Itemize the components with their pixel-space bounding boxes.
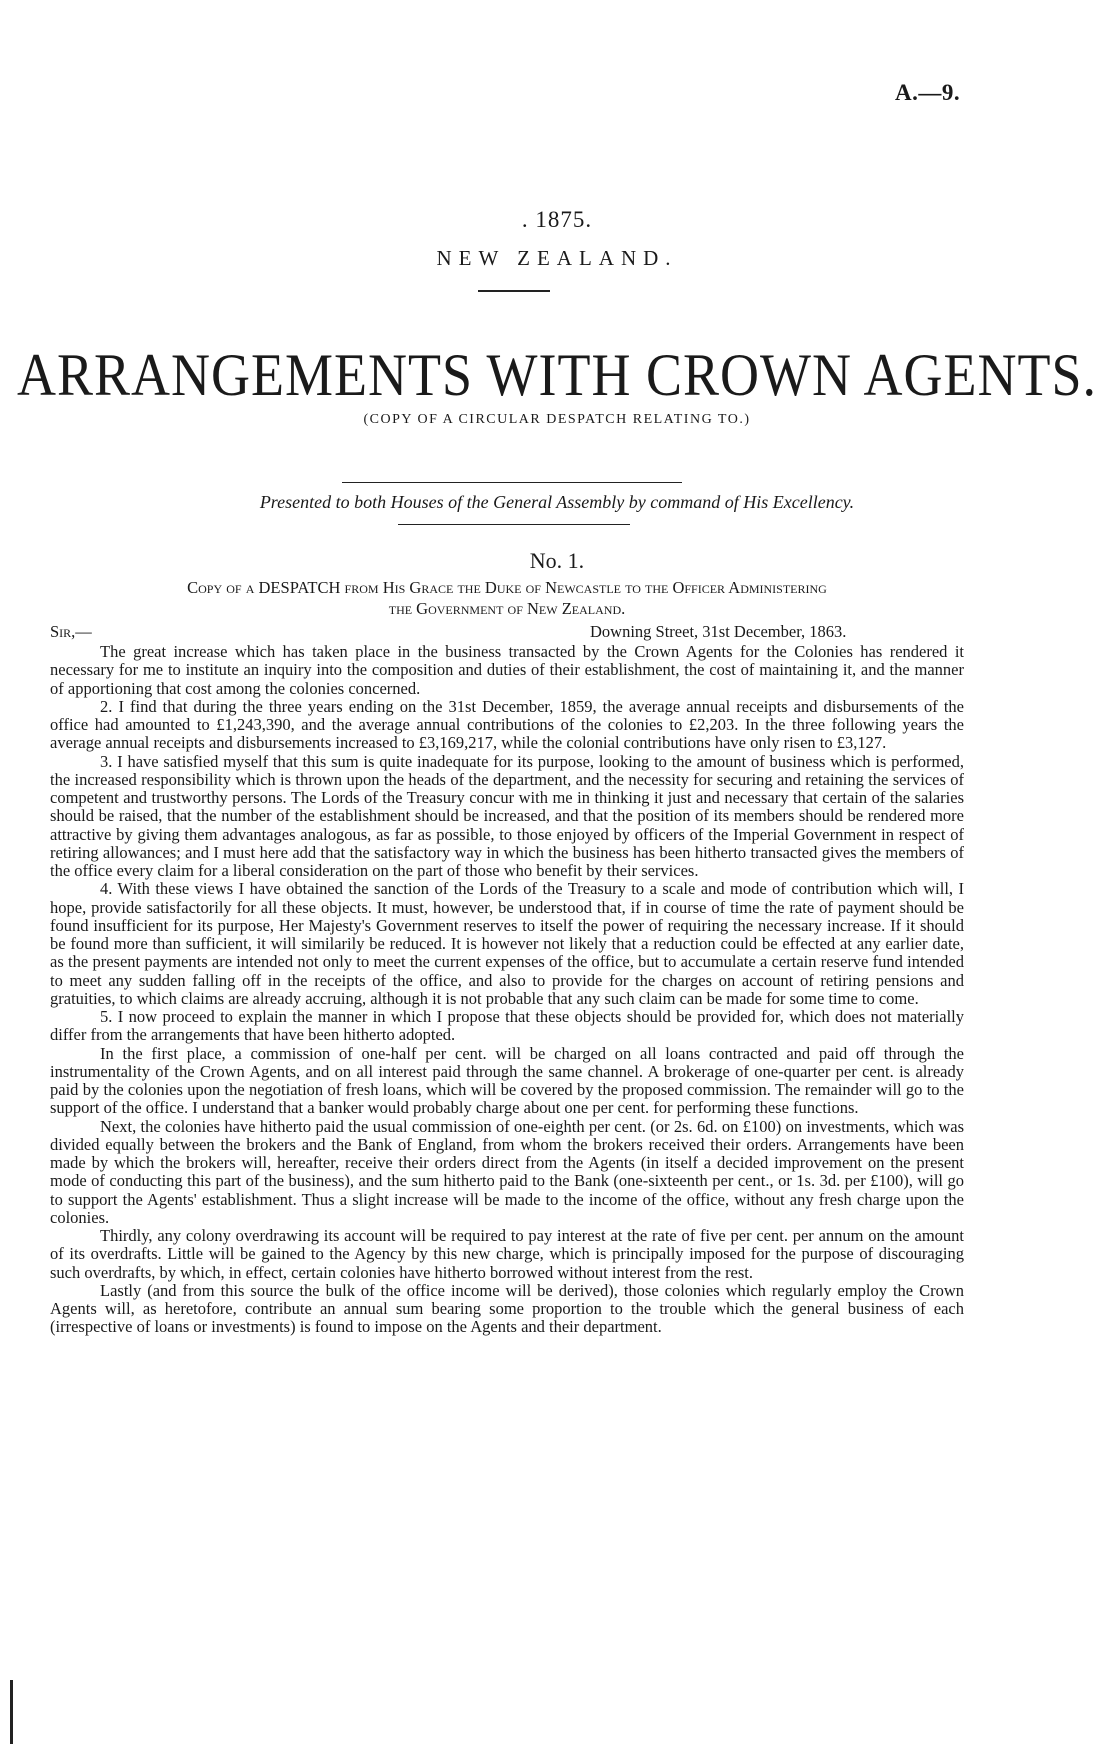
despatch-heading-line-1: Copy of a DESPATCH from His Grace the Duke of Newcastle to the Officer Administering — [187, 578, 827, 597]
presented-line: Presented to both Houses of the General Assembly by command of His Excellency. — [259, 492, 855, 512]
divider — [398, 524, 630, 525]
year: . 1875. — [521, 207, 593, 232]
paragraph: 3. I have satisfied myself that this sum is quite inadequate for its purpose, looking to the amount of business which is performed, the increased responsibility which is thrown upon the heads of the department, and the necessity for securing and retaining the services of competent and trustworthy persons. The Lords of the Treasury concur with me in thinking it just and necessary that certain of the salaries should be raised, that the number of the establishment should be increased, and that the position of its members should be rendered more attractive by giving them advantages analogous, as far as possible, to those enjoyed by officers of the Imperial Government in respect of retiring allowances; and I must here add that the satisfactory way in which the business has been hitherto transacted gives the members of the office every claim for a liberal consideration on the part of those who benefit by their services. — [50, 751, 964, 880]
scan-edge-mark — [10, 1680, 13, 1744]
paragraph: 4. With these views I have obtained the sanction of the Lords of the Treasury to a scale and mode of contribution which will, I hope, provide satisfactorily for all these objects. It must, however, be understood that, if in course of time the rate of payment should be found insufficient for its purpose, Her Majesty's Government reserves to itself the power of requiring the necessary increase. If it should be found more than sufficient, it will similarily be reduced. It is however not likely that a reduction could be effected at any earlier date, as the present payments are intended not only to meet the current expenses of the office, but to accumulate a certain reserve fund intended to meet any sudden falling off in the receipts of the office, and also to provide for the charges on account of retiring pensions and gratuities, to which claims are already accruing, although it is not probable that any such claim can be made for some time to come. — [50, 879, 964, 1008]
paragraph: 5. I now proceed to explain the manner in which I propose that these objects should be provided for, which does not materially differ from the arrangements that have been hitherto adopted. — [50, 1007, 964, 1045]
document-subtitle: (COPY OF A CIRCULAR DESPATCH RELATING TO.) — [363, 412, 751, 427]
divider — [478, 290, 550, 292]
paragraph: 2. I find that during the three years ending on the 31st December, 1859, the average annual receipts and disbursements of the office had amounted to £1,243,390, and the average annual contributions of the colonies to £2,203. In the three following years the average annual receipts and disbursements increased to £3,169,217, while the colonial contributions have only risen to £3,127. — [50, 696, 964, 753]
salutation: Sir,— — [50, 622, 92, 641]
paragraph: Next, the colonies have hitherto paid the usual commission of one-eighth per cent. (or 2s. 6d. on £100) on investments, which was divided equally between the brokers and the Bank of England, from whom the brokers received their orders. Arrangements have been made by which the brokers will, hereafter, receive their orders direct from the Agents (in itself a decided improvement on the present mode of conducting this part of the business), and the sum hitherto paid to the Bank (one-sixteenth per cent., or 1s. 3d. per £100), will go to support the Agents' establishment. Thus a slight increase will be made to the income of the office, without any fresh charge upon the colonies. — [50, 1116, 964, 1227]
place-date: Downing Street, 31st December, 1863. — [590, 622, 847, 641]
paragraph: The great increase which has taken place in the business transacted by the Crown Agents for the Colonies has rendered it necessary for me to institute an inquiry into the composition and duties of their establishment, the cost of maintaining it, and the manner of apportioning that cost among the colonies concerned. — [50, 642, 964, 698]
paragraph: Lastly (and from this source the bulk of the office income will be derived), those colonies which regularly employ the Crown Agents will, as heretofore, contribute an annual sum bearing some proportion to the trouble which the general business of each (irrespective of loans or investments) is found to impose on the Agents and their department. — [50, 1280, 964, 1337]
divider — [342, 482, 682, 483]
country: NEW ZEALAND. — [436, 246, 678, 270]
paragraph: Thirdly, any colony overdrawing its account will be required to pay interest at the rate of five per cent. per annum on the amount of its overdrafts. Little will be gained to the Agency by this new charge, which is principally imposed for the purpose of discouraging such overdrafts, by which, in effect, certain colonies have hitherto borrowed without interest from the rest. — [50, 1226, 964, 1282]
paragraph: In the first place, a commission of one-half per cent. will be charged on all loans contracted and paid off through the instrumentality of the Crown Agents, and on all interest paid through the same channel. A brokerage of one-quarter per cent. is already paid by the colonies upon the negotiation of fresh loans, which will be covered by the proposed commission. The remainder will go to the support of the office. I understand that a banker would probably charge about one per cent. for performing these functions. — [50, 1043, 964, 1118]
despatch-body — [50, 643, 964, 1337]
despatch-heading-line-2: the Government of New Zealand. — [388, 599, 626, 618]
despatch-number: No. 1. — [529, 548, 585, 573]
document-title: ARRANGEMENTS WITH CROWN AGENTS. — [17, 341, 1097, 409]
page-code: A.—9. — [895, 80, 961, 105]
